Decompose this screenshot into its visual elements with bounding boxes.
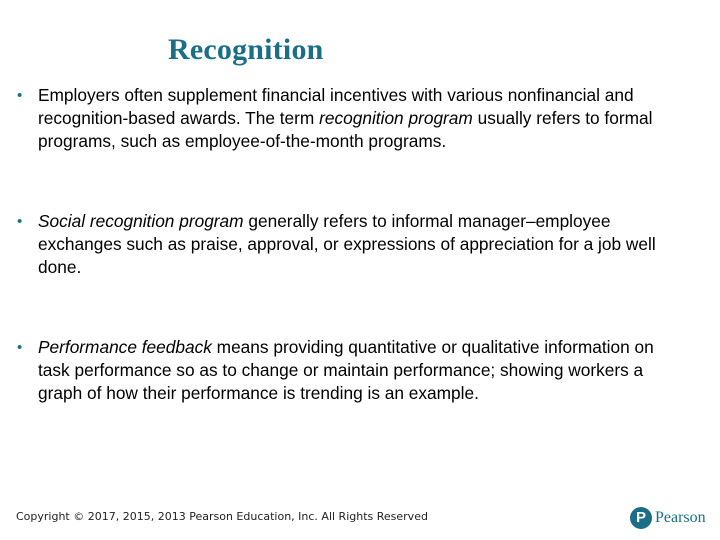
bullet-item (17, 84, 657, 153)
pearson-logo-icon: P (630, 507, 652, 529)
bullet-text-part: means providing quantitative or qualitative information on task performance so as to change or maintain performance; showing workers a graph of how their performance is trending is an example. (38, 337, 654, 403)
bullet-icon: • (17, 87, 23, 104)
bullet-item (17, 336, 657, 405)
bullet-text-part: Employers often supplement financial incentives with various nonfinancial and recognition-based awards. The term (38, 85, 634, 128)
bullet-icon: • (17, 339, 23, 356)
bullet-icon: • (17, 213, 23, 230)
bullet-text-part: Social recognition program (38, 211, 244, 231)
copyright-footer: Copyright © 2017, 2015, 2013 Pearson Education, Inc. All Rights Reserved (16, 510, 428, 523)
bullet-item (17, 210, 657, 279)
pearson-logo-text: Pearson (655, 509, 706, 526)
bullet-text-part: recognition program (319, 108, 473, 128)
slide-title: Recognition (168, 33, 324, 66)
bullet-text-part: usually refers to formal programs, such as employee-of-the-month programs. (38, 108, 653, 151)
bullet-text-part: Performance feedback (38, 337, 212, 357)
bullet-text-part: generally refers to informal manager–employee exchanges such as praise, approval, or expressions of appreciation for a job well done. (38, 211, 656, 277)
bullet-list (17, 84, 657, 405)
pearson-logo (630, 507, 706, 529)
